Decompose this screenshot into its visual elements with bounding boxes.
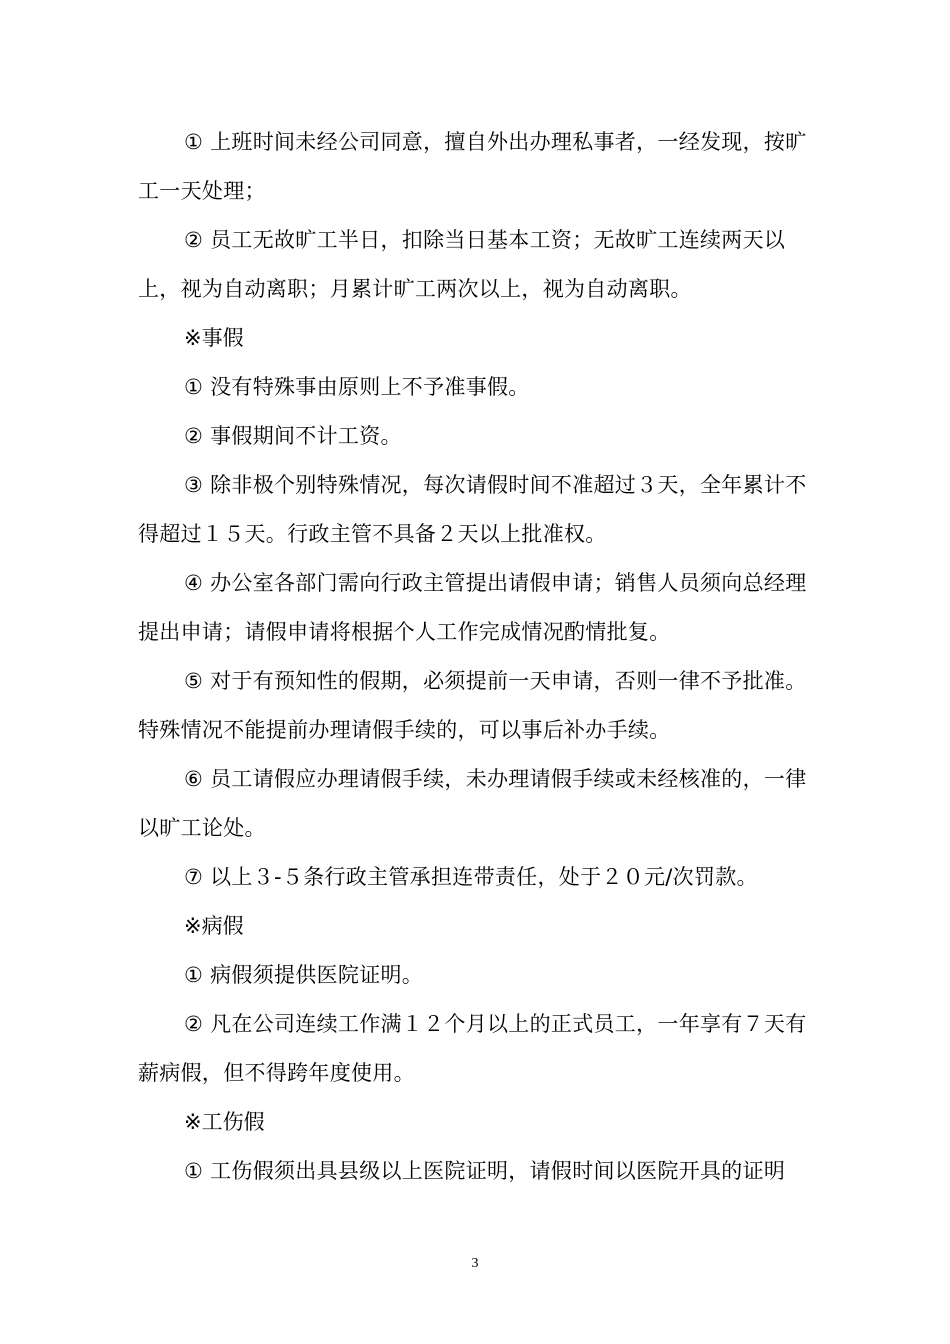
rule-item: ① 没有特殊事由原则上不予准事假。 — [184, 375, 530, 399]
section-heading-personal-leave: ※事假 — [184, 326, 244, 350]
rule-item: ⑥ 员工请假应办理请假手续，未办理请假手续或未经核准的，一律以旷工论处。 — [138, 767, 807, 840]
rule-item: ① 工伤假须出具县级以上医院证明，请假时间以医院开具的证明 — [184, 1159, 786, 1183]
rule-item: ⑦ 以上３-５条行政主管承担连带责任，处于２０元/次罚款。 — [184, 865, 758, 889]
rule-item: ① 上班时间未经公司同意，擅自外出办理私事者，一经发现，按旷工一天处理； — [138, 130, 807, 203]
document-body — [138, 118, 810, 1196]
rule-item: ④ 办公室各部门需向行政主管提出请假申请；销售人员须向总经理提出申请；请假申请将根据个人工作完成情况酌情批复。 — [138, 571, 807, 644]
page-number: 3 — [471, 1256, 479, 1271]
rule-item: ② 员工无故旷工半日，扣除当日基本工资；无故旷工连续两天以上，视为自动离职；月累计旷工两次以上，视为自动离职。 — [138, 228, 786, 301]
rule-item: ① 病假须提供医院证明。 — [184, 963, 424, 987]
rule-item: ⑤ 对于有预知性的假期，必须提前一天申请，否则一律不予批准。特殊情况不能提前办理请假手续的，可以事后补办手续。 — [138, 669, 807, 742]
section-heading-injury-leave: ※工伤假 — [184, 1110, 265, 1134]
section-heading-sick-leave: ※病假 — [184, 914, 244, 938]
rule-item: ③ 除非极个别特殊情况，每次请假时间不准超过３天，全年累计不得超过１５天。行政主管不具备２天以上批准权。 — [138, 473, 807, 546]
rule-item: ② 事假期间不计工资。 — [184, 424, 402, 448]
rule-item: ② 凡在公司连续工作满１２个月以上的正式员工，一年享有７天有薪病假，但不得跨年度使用。 — [138, 1012, 807, 1085]
